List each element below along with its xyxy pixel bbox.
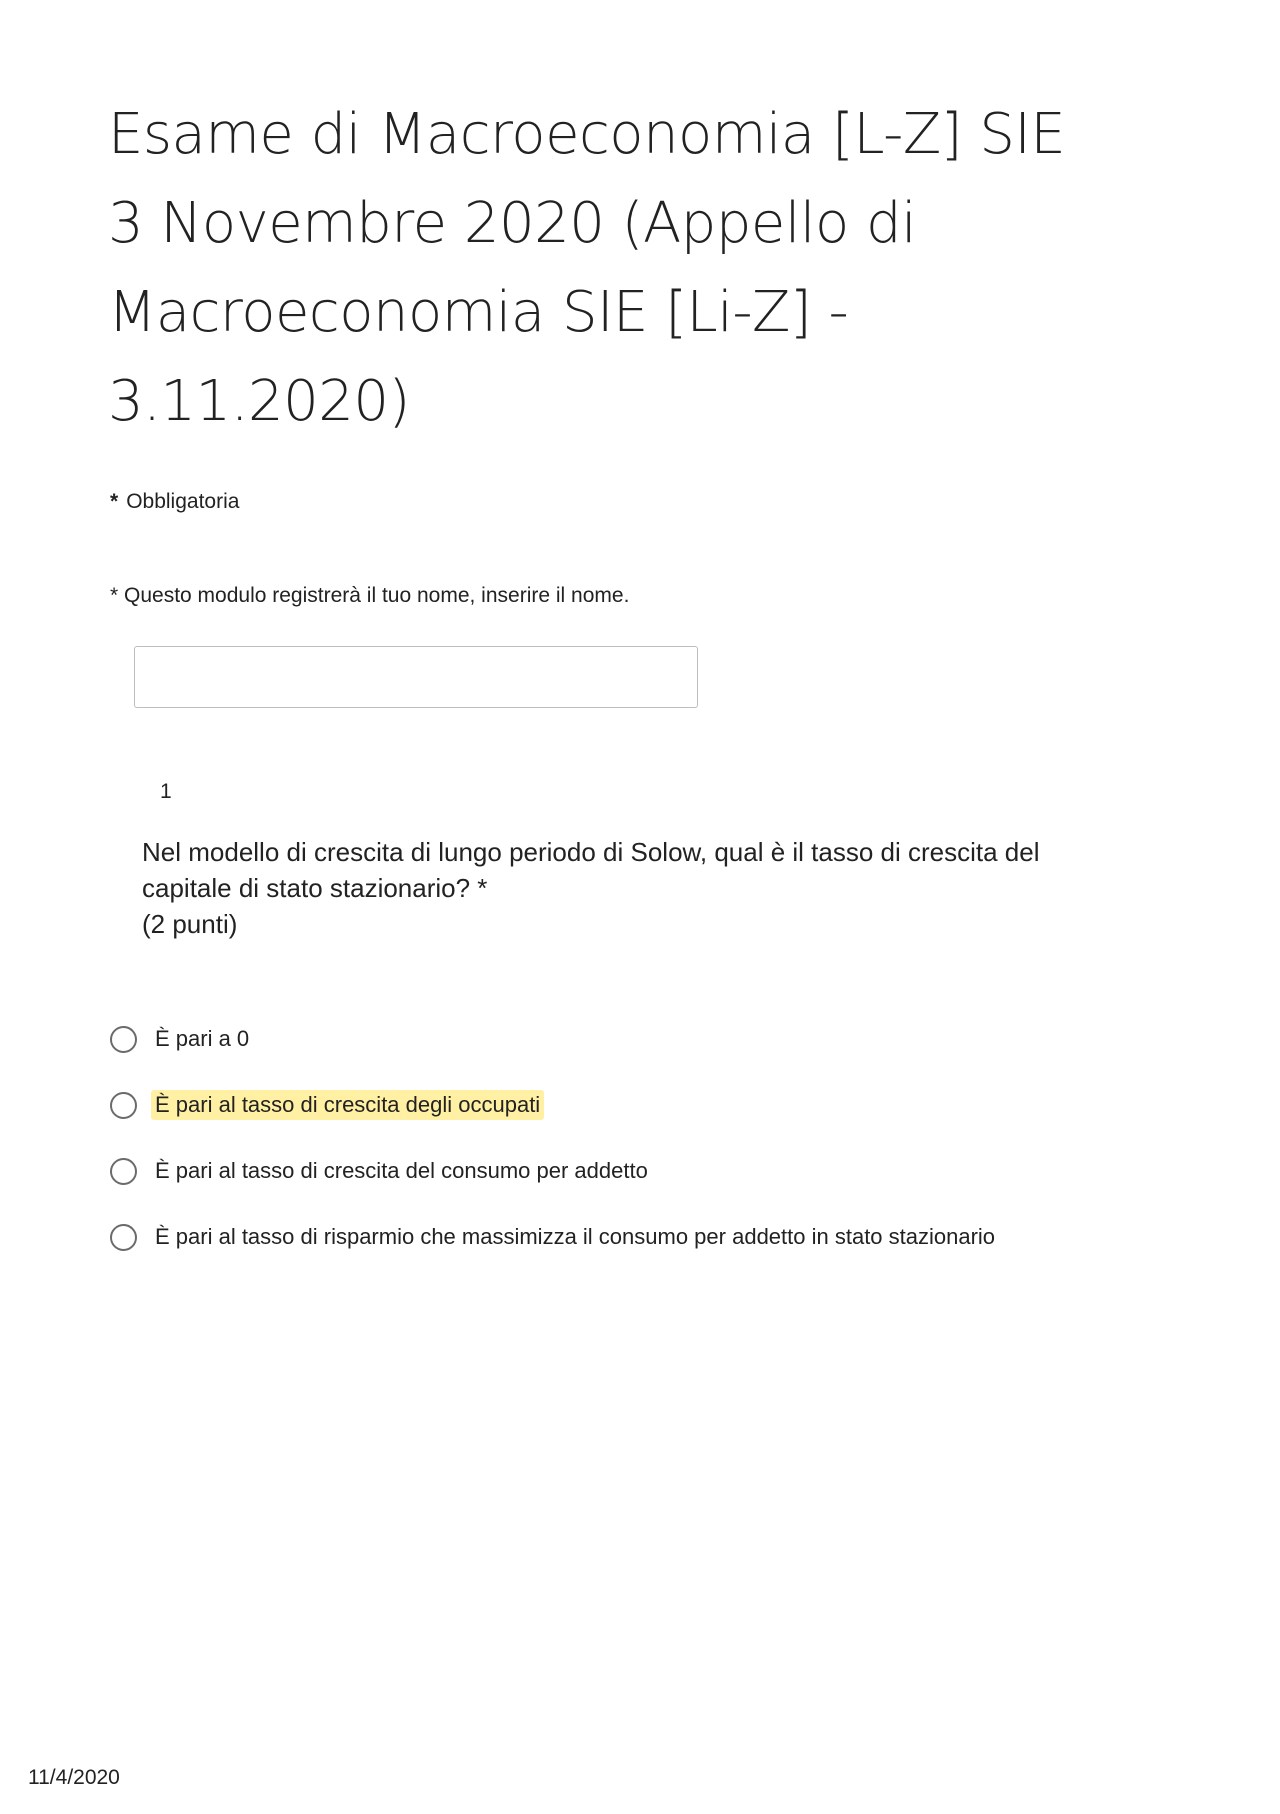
name-notice: * Questo modulo registrerà il tuo nome, inserire il nome. xyxy=(110,584,630,607)
answer-option[interactable] xyxy=(110,1006,999,1072)
answer-option-label[interactable]: È pari al tasso di risparmio che massimizza il consumo per addetto in stato stazionario xyxy=(155,1224,996,1249)
question-text xyxy=(142,834,1122,942)
print-date: 11/4/2020 xyxy=(28,1766,120,1789)
required-legend-label: Obbligatoria xyxy=(126,490,240,513)
radio-button-icon[interactable] xyxy=(110,1026,137,1053)
required-marker: * xyxy=(110,490,119,513)
answer-options xyxy=(110,1006,999,1270)
answer-option-label[interactable]: È pari al tasso di crescita del consumo per addetto xyxy=(155,1158,648,1183)
question-text-line1: Nel modello di crescita di lungo periodo di Solow, qual è il tasso di crescita del xyxy=(142,837,1040,867)
answer-option-label[interactable]: È pari al tasso di crescita degli occupati xyxy=(151,1090,544,1120)
radio-button-icon[interactable] xyxy=(110,1158,137,1185)
answer-option[interactable] xyxy=(110,1204,999,1270)
form-title: Esame di Macroeconomia [L-Z] SIE 3 Novembre 2020 (Appello di Macroeconomia SIE [Li-Z] - 3.11.2020) xyxy=(108,102,1066,434)
question-text-line2: capitale di stato stazionario? * xyxy=(142,873,488,903)
answer-option[interactable] xyxy=(110,1138,999,1204)
radio-button-icon[interactable] xyxy=(110,1224,137,1251)
question-points: (2 punti) xyxy=(142,909,238,939)
answer-option-label[interactable]: È pari a 0 xyxy=(155,1026,250,1051)
question-number: 1 xyxy=(160,780,172,803)
radio-button-icon[interactable] xyxy=(110,1092,137,1119)
required-legend xyxy=(110,490,239,514)
answer-option[interactable] xyxy=(110,1072,999,1138)
name-input[interactable] xyxy=(134,646,698,708)
